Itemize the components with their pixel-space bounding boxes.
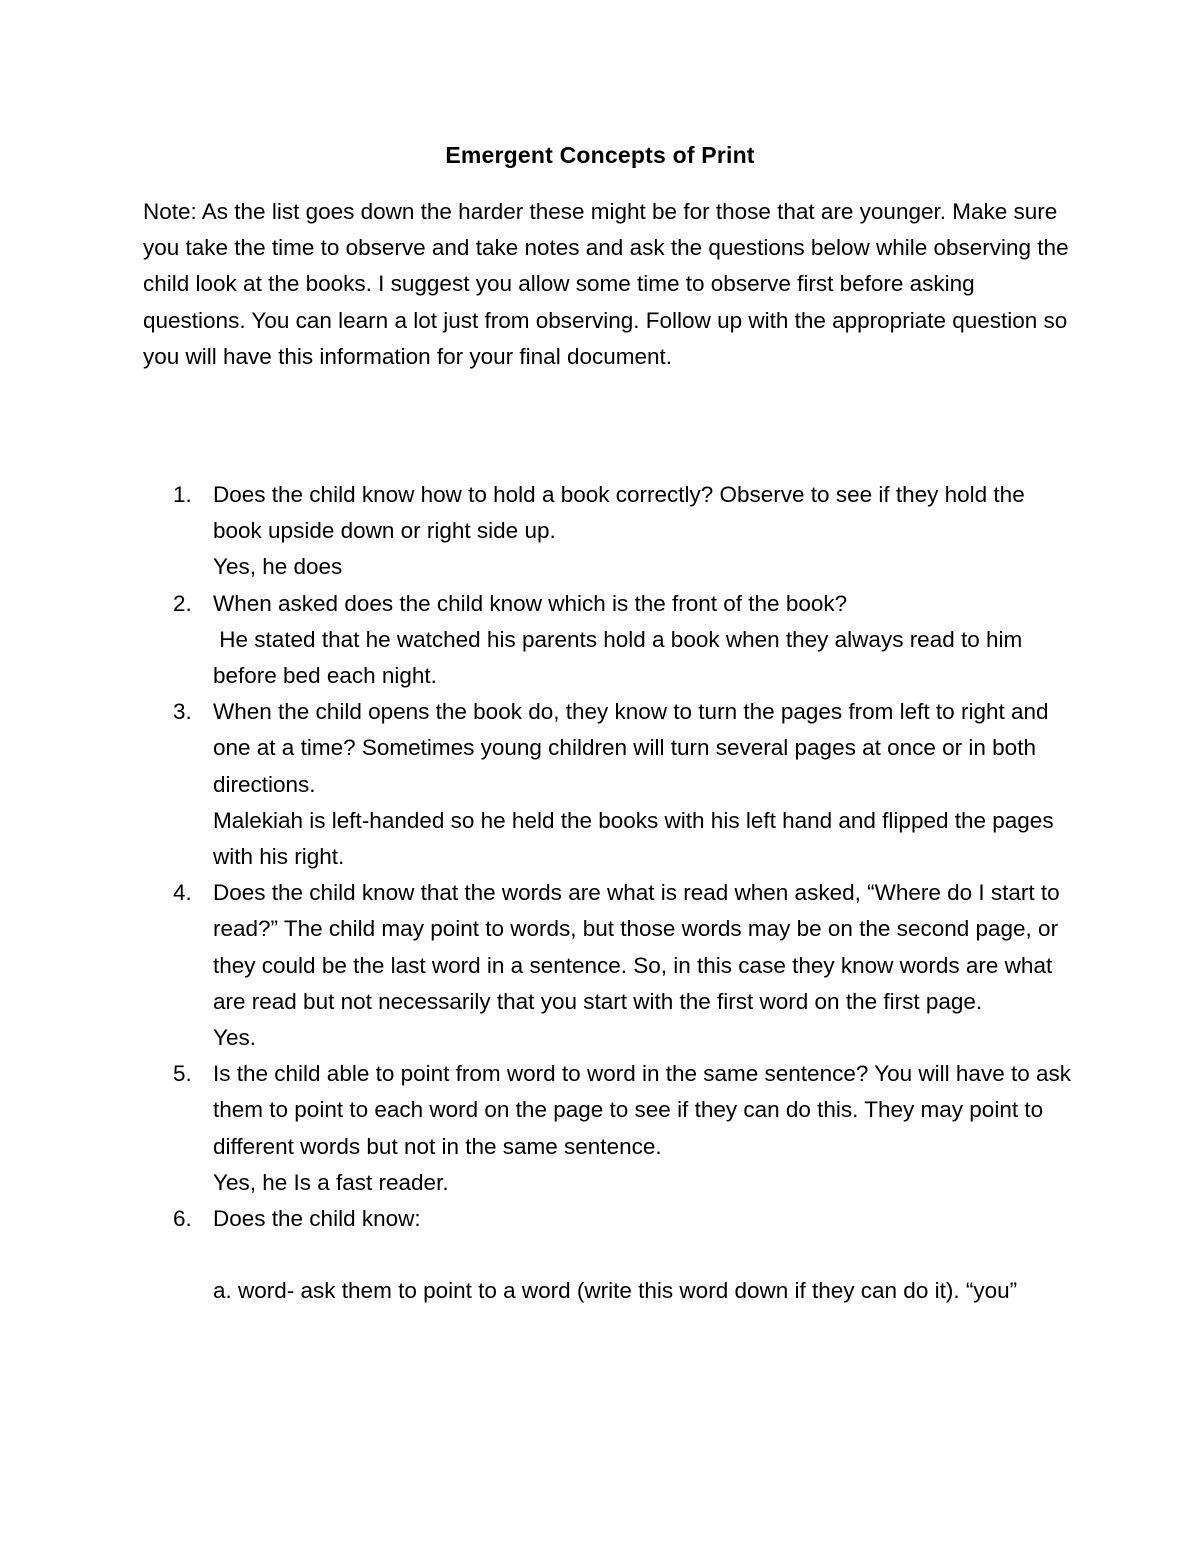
list-item-number: 3. — [173, 699, 192, 725]
list-item-answer: Yes. — [213, 1025, 256, 1051]
list-item-question: Does the child know: — [213, 1206, 421, 1232]
list-item-question: Is the child able to point from word to word in the same sentence? You will have to ask them to point to each word on the page to see if they can do this. They may point to different words but not in the same sentence. — [213, 1061, 1071, 1159]
list-item-question: Does the child know that the words are what is read when asked, “Where do I start to read?” The child may point to words, but those words may be on the second page, or they could be the last word in a sentence. So, in this case they know words are what are read but not necessarily that you start with the first word on the first page. — [213, 880, 1060, 1014]
list-item-question: Does the child know how to hold a book correctly? Observe to see if they hold the book upside down or right side up. — [213, 482, 1025, 544]
list-item — [143, 1056, 1073, 1201]
list-item — [143, 875, 1073, 1056]
list-item — [143, 1201, 1073, 1237]
list-item-answer: Yes, he Is a fast reader. — [213, 1169, 449, 1195]
list-item-answer: Yes, he does — [213, 554, 343, 580]
list-item-number: 1. — [173, 482, 192, 507]
list-item — [143, 586, 1073, 695]
list-item-answer: Malekiah is left-handed so he held the books with his left hand and flipped the pages with his right. — [213, 807, 1054, 870]
list-item-number: 6. — [173, 1206, 192, 1232]
note-text: Note: As the list goes down the harder these might be for those that are younger. Make sure you take the time to observe and take notes and ask the questions below while observing the child look at the books. I suggest you allow some time to observe first before asking questions. You can learn a lot just from observing. Follow up with the appropriate question so you will have this information for your final document. — [143, 199, 1069, 369]
note-paragraph — [143, 194, 1073, 375]
document-title: Emergent Concepts of Print — [445, 142, 755, 168]
list-item — [143, 477, 1073, 586]
sub-item-text: a. word- ask them to point to a word (write this word down if they can do it). “you” — [213, 1278, 1018, 1304]
list-item-number: 5. — [173, 1061, 192, 1087]
sub-item — [143, 1273, 1073, 1309]
list-item — [143, 694, 1073, 875]
list-item-answer: He stated that he watched his parents hold a book when they always read to him before bed each night. — [213, 626, 1029, 689]
list-item-question: When asked does the child know which is the front of the book? — [213, 590, 848, 616]
list-item-number: 2. — [173, 590, 192, 616]
question-list — [143, 477, 1073, 1310]
list-item-question: When the child opens the book do, they know to turn the pages from left to right and one at a time? Sometimes young children will turn several pages at once or in both directions. — [213, 699, 1049, 797]
list-item-number: 4. — [173, 880, 192, 906]
